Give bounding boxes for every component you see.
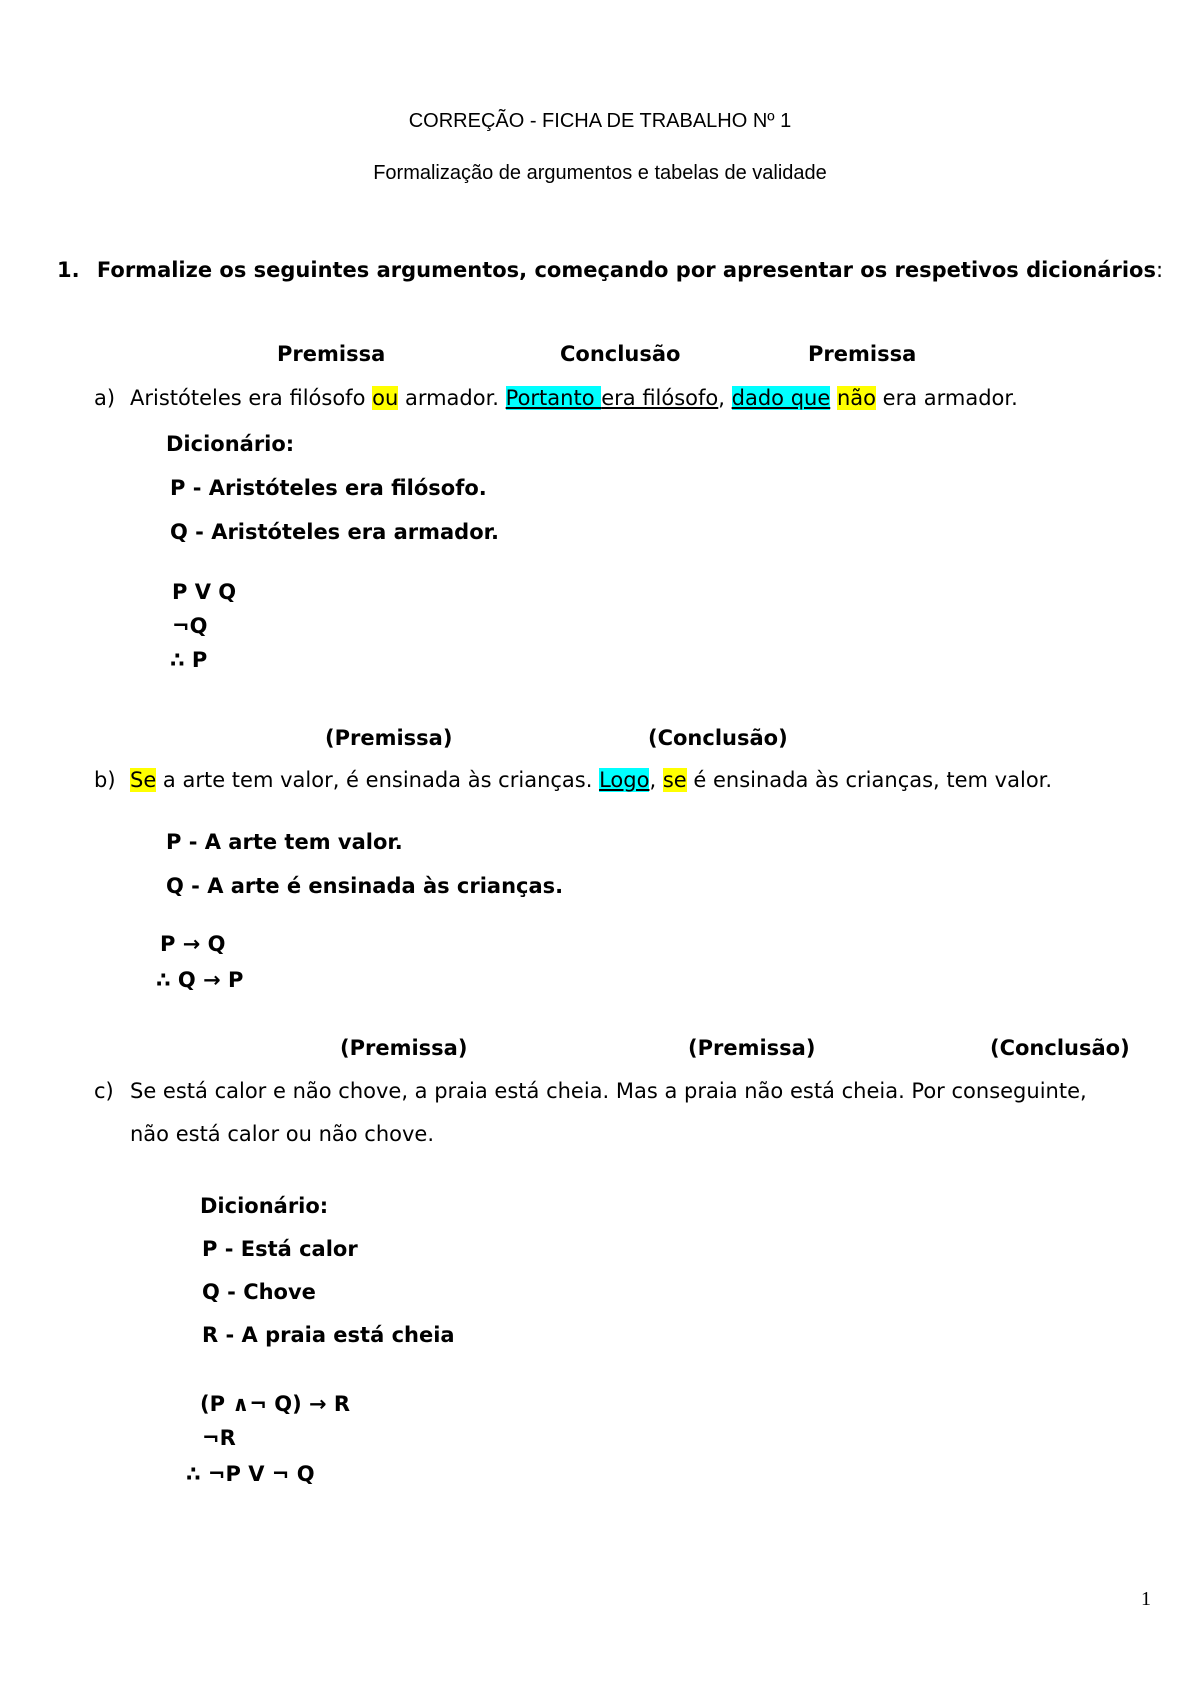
dictionary-title-a: Dicionário: <box>166 432 295 456</box>
item-c-sentence-line-1: Se está calor e não chove, a praia está cheia. Mas a praia não está cheia. Por conseguinte, <box>130 1079 1087 1103</box>
formula-c-premise-2: ¬R <box>202 1426 236 1450</box>
formula-b-conclusion: ∴ Q → P <box>156 968 244 992</box>
highlight-nao: não <box>836 386 876 410</box>
dictionary-entry-b-p: P - A arte tem valor. <box>166 830 403 854</box>
formula-a-premise-2: ¬Q <box>172 614 208 638</box>
formula-a-premise-1: P V Q <box>172 580 237 604</box>
formula-a-conclusion: ∴ P <box>170 648 208 672</box>
label-premissa-2: Premissa <box>808 342 917 366</box>
question-number: 1. <box>57 258 80 282</box>
item-marker-b: b) <box>94 768 116 792</box>
item-b-sentence: Se a arte tem valor, é ensinada às crianças. Logo, se é ensinada às crianças, tem valor. <box>130 768 1053 792</box>
question-text: Formalize os seguintes argumentos, começando por apresentar os respetivos dicionários <box>96 258 1156 282</box>
dictionary-entry-c-r: R - A praia está cheia <box>202 1323 455 1347</box>
highlight-logo: Logo <box>599 768 650 792</box>
document-title: CORREÇÃO - FICHA DE TRABALHO Nº 1 <box>408 110 792 132</box>
document-subtitle: Formalização de argumentos e tabelas de validade <box>373 162 827 184</box>
question-heading: 1. Formalize os seguintes argumentos, começando por apresentar os respetivos dicionários: <box>57 258 1164 282</box>
item-a-sentence: Aristóteles era filósofo ou armador. Portanto era filósofo, dado que não era armador. <box>130 386 1018 410</box>
highlight-ou: ou <box>372 386 399 410</box>
underline-era-filosofo: era filósofo <box>601 386 719 410</box>
label-b-conclusao: (Conclusão) <box>648 726 788 750</box>
dictionary-entry-b-q: Q - A arte é ensinada às crianças. <box>166 874 564 898</box>
formula-c-premise-1: (P ∧¬ Q) → R <box>200 1392 351 1416</box>
item-c-sentence-line-2: não está calor ou não chove. <box>130 1122 435 1146</box>
formula-c-conclusion: ∴ ¬P V ¬ Q <box>186 1462 315 1486</box>
dictionary-entry-a-p: P - Aristóteles era filósofo. <box>170 476 487 500</box>
dictionary-title-c: Dicionário: <box>200 1194 329 1218</box>
item-marker-a: a) <box>94 386 116 410</box>
dictionary-entry-a-q: Q - Aristóteles era armador. <box>170 520 499 544</box>
dictionary-entry-c-q: Q - Chove <box>202 1280 316 1304</box>
page-number: 1 <box>1141 1588 1151 1610</box>
highlight-portanto: Portanto <box>505 386 602 410</box>
highlight-dado-que: dado que <box>731 386 831 410</box>
label-conclusao: Conclusão <box>560 342 681 366</box>
label-c-premissa-2: (Premissa) <box>688 1036 816 1060</box>
formula-b-premise: P → Q <box>160 932 226 956</box>
highlight-se-1: Se <box>130 768 157 792</box>
highlight-se-2: se <box>662 768 687 792</box>
label-c-conclusao: (Conclusão) <box>990 1036 1130 1060</box>
label-b-premissa: (Premissa) <box>325 726 453 750</box>
label-premissa-1: Premissa <box>277 342 386 366</box>
label-c-premissa-1: (Premissa) <box>340 1036 468 1060</box>
dictionary-entry-c-p: P - Está calor <box>202 1237 358 1261</box>
item-marker-c: c) <box>94 1079 114 1103</box>
